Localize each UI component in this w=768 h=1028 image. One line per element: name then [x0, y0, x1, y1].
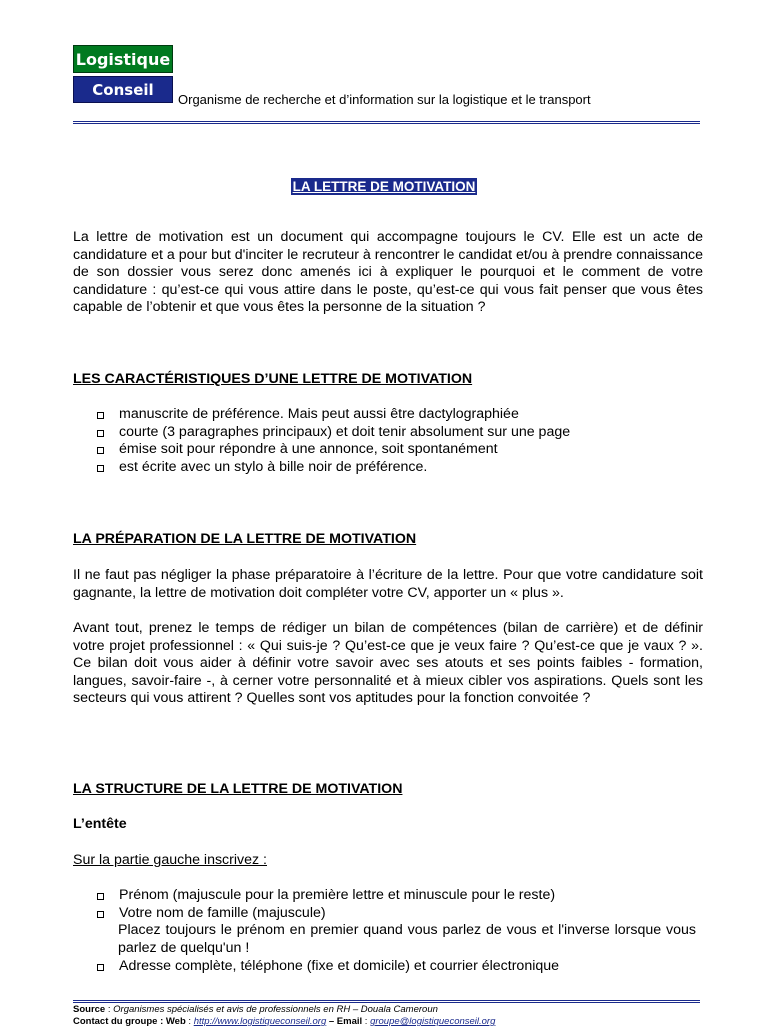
intro-paragraph: La lettre de motivation est un document qui accompagne toujours le CV. Elle est un acte de candidature et a pour but d'inciter le recruteur à rencontrer le candidat et/ou à prendre connaissance de son dossier vous serez donc amenés ici à expliquer le pourquoi et le comment de votre candidature : qu’est-ce qui vous attire dans le poste, qu’est-ce qui vous fait penser que vous êtes capable de l’obtenir et que vous êtes la personne de la situation ?	[73, 229, 703, 316]
footer-contact: Contact du groupe : Web : http://www.logistiqueconseil.org – Email : groupe@logistiqueconseil.org	[73, 1016, 496, 1027]
subheading-entete: L’entête	[73, 816, 127, 832]
list-item: manuscrite de préférence. Mais peut aussi être dactylographiée	[97, 406, 707, 424]
entete-list	[97, 887, 707, 922]
source-label: Source	[73, 1004, 106, 1015]
logo-line-2: Conseil	[73, 76, 173, 103]
preparation-paragraph-2: Avant tout, prenez le temps de rédiger un bilan de compétences (bilan de carrière) et de définir votre projet professionnel : « Qui suis-je ? Qu’est-ce que je veux faire ? Qu’est-ce que je vaux ? ». Ce bilan doit vous aider à définir votre savoir avec ses atouts et ses points faibles - formation, langues, savoir-faire -, à cerner votre personnalité et à mieux cibler vos aspirations. Quels sont les secteurs qui vous attirent ? Quelles sont vos aptitudes pour la fonction convoitée ?	[73, 620, 703, 707]
list-item: Votre nom de famille (majuscule)	[97, 905, 707, 923]
square-bullet-icon	[97, 465, 104, 472]
list-item: courte (3 paragraphes principaux) et doit tenir absolument sur une page	[97, 424, 707, 442]
list-item: Prénom (majuscule pour la première lettre et minuscule pour le reste)	[97, 887, 707, 905]
footer-source: Source : Organismes spécialisés et avis de professionnels en RH – Douala Cameroun	[73, 1004, 438, 1015]
header-tagline: Organisme de recherche et d’information sur la logistique et le transport	[178, 92, 591, 107]
section-heading-preparation: LA PRÉPARATION DE LA LETTRE DE MOTIVATION	[73, 531, 417, 547]
footer-divider	[73, 1000, 700, 1003]
entete-list-continued	[97, 958, 707, 976]
section-heading-structure: LA STRUCTURE DE LA LETTRE DE MOTIVATION	[73, 781, 403, 797]
name-order-note: Placez toujours le prénom en premier quand vous parlez de vous et l'inverse lorsque vous parlez de quelqu'un !	[118, 922, 696, 956]
email-label: – Email	[326, 1016, 363, 1027]
square-bullet-icon	[97, 964, 104, 971]
email-link[interactable]: groupe@logistiqueconseil.org	[370, 1016, 496, 1027]
header-divider	[73, 121, 700, 124]
left-side-label: Sur la partie gauche inscrivez :	[73, 852, 267, 868]
company-logo	[73, 45, 173, 103]
source-text: Organismes spécialisés et avis de professionnels en RH – Douala Cameroun	[113, 1004, 438, 1015]
document-title: LA LETTRE DE MOTIVATION	[292, 179, 476, 194]
contact-label: Contact du groupe : Web	[73, 1016, 186, 1027]
list-item: émise soit pour répondre à une annonce, soit spontanément	[97, 441, 707, 459]
list-item: Adresse complète, téléphone (fixe et domicile) et courrier électronique	[97, 958, 707, 976]
website-link[interactable]: http://www.logistiqueconseil.org	[193, 1016, 327, 1027]
logo-line-1: Logistique	[73, 45, 173, 73]
square-bullet-icon	[97, 911, 104, 918]
list-item: est écrite avec un stylo à bille noir de préférence.	[97, 459, 707, 477]
section-heading-characteristics: LES CARACTÉRISTIQUES D’UNE LETTRE DE MOTIVATION	[73, 371, 473, 387]
square-bullet-icon	[97, 893, 104, 900]
characteristics-list	[97, 406, 707, 477]
preparation-paragraph-1: Il ne faut pas négliger la phase préparatoire à l’écriture de la lettre. Pour que votre candidature soit gagnante, la lettre de motivation doit compléter votre CV, apporter un « plus ».	[73, 567, 703, 601]
square-bullet-icon	[97, 430, 104, 437]
square-bullet-icon	[97, 412, 104, 419]
square-bullet-icon	[97, 447, 104, 454]
document-title-wrap	[0, 178, 768, 196]
